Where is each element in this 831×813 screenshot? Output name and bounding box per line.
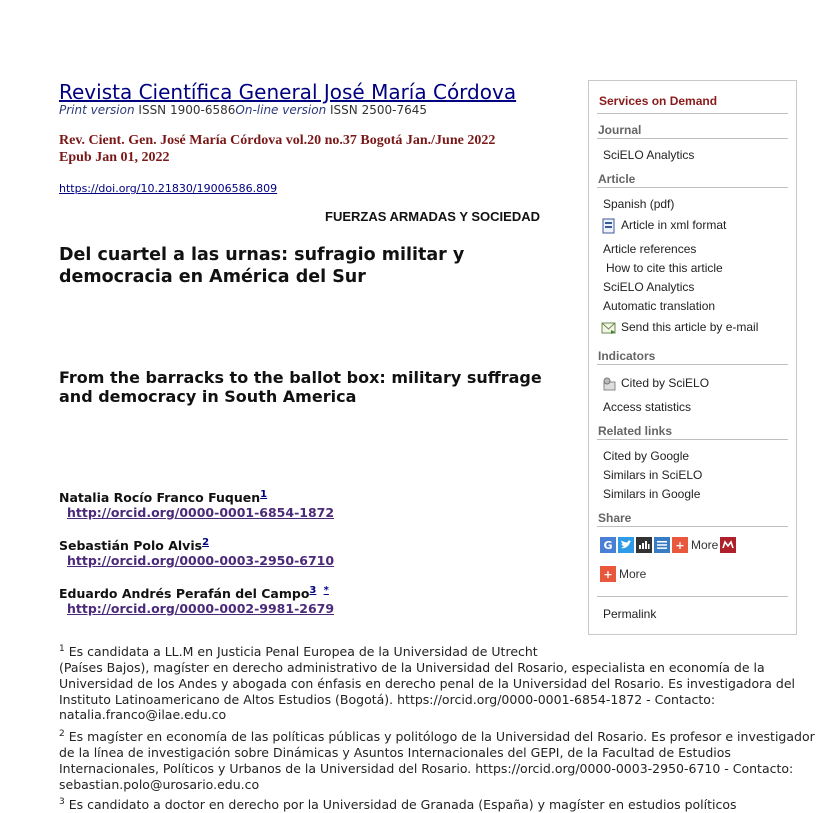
add-more-icon[interactable]: +: [600, 566, 616, 582]
footnote: [59, 727, 819, 792]
list-share-icon[interactable]: [654, 537, 670, 553]
footnote-number: 3: [59, 797, 65, 807]
similars-scielo-link[interactable]: Similars in SciELO: [603, 468, 703, 482]
citation-icon: [601, 377, 617, 391]
divider: [597, 113, 788, 114]
journal-title-link[interactable]: Revista Científica General José María Córdova: [59, 80, 517, 104]
author-name: [59, 584, 329, 601]
mendeley-share-icon[interactable]: [720, 537, 736, 553]
services-sidebar: [588, 80, 797, 635]
issn-line: [59, 103, 427, 117]
article-scielo-analytics-link[interactable]: SciELO Analytics: [603, 280, 695, 294]
permalink-link[interactable]: Permalink: [603, 607, 657, 621]
delicious-share-icon[interactable]: [636, 537, 652, 553]
add-more-icon[interactable]: +: [672, 537, 688, 553]
print-issn: ISSN 1900-6586: [134, 103, 236, 117]
article-xml-link[interactable]: Article in xml format: [621, 218, 727, 233]
cited-by-scielo-item[interactable]: [601, 376, 709, 391]
spanish-pdf-link[interactable]: Spanish (pdf): [603, 197, 675, 211]
footnote-text-cont: (Países Bajos), magíster en derecho administrativo de la Universidad del Rosario, especialista en economía de la Universidad de los Andes y abogada con énfasis en derecho penal de la Universidad del Rosario. Es investigadora del Instituto Latinoamericano de Altos Estudios (Bogotá). https://orcid.org/0000-0001-6854-1872 - Contacto: natalia.franco@ilae.edu.co: [59, 659, 795, 723]
divider: [597, 138, 788, 139]
indicators-heading: Indicators: [598, 349, 656, 363]
article-section: FUERZAS ARMADAS Y SOCIEDAD: [325, 209, 541, 224]
email-envelope-icon: [601, 321, 617, 335]
divider: [597, 596, 788, 597]
google-share-icon[interactable]: G: [600, 537, 616, 553]
print-version-label: Print version: [59, 103, 135, 117]
corresponding-author-link[interactable]: *: [323, 585, 329, 596]
send-email-item[interactable]: [601, 320, 758, 335]
orcid-link[interactable]: http://orcid.org/0000-0003-2950-6710: [67, 553, 335, 568]
divider: [597, 364, 788, 365]
author-name-text: Eduardo Andrés Perafán del Campo: [59, 586, 310, 602]
how-to-cite-link[interactable]: How to cite this article: [606, 261, 723, 275]
cited-by-google-link[interactable]: Cited by Google: [603, 449, 690, 463]
twitter-share-icon[interactable]: [618, 537, 634, 553]
author-name: [59, 536, 209, 553]
article-xml-item[interactable]: [601, 218, 726, 234]
article-title-english: From the barracks to the ballot box: military suffrage and democracy in South America: [59, 368, 542, 406]
author-name: [59, 488, 267, 505]
issue-line-1: Rev. Cient. Gen. José María Córdova vol.20 no.37 Bogotá Jan./June 2022: [59, 133, 496, 148]
footnote-text: Es candidato a doctor en derecho por la Universidad de Granada (España) y magíster en estudios políticos: [64, 797, 737, 813]
send-email-link[interactable]: Send this article by e-mail: [621, 320, 759, 334]
share-heading: Share: [598, 511, 632, 525]
sidebar-header: Services on Demand: [599, 94, 718, 108]
doi-link[interactable]: https://doi.org/10.21830/19006586.809: [59, 182, 278, 195]
divider: [597, 187, 788, 188]
cited-by-scielo-link[interactable]: Cited by SciELO: [621, 376, 710, 390]
footnote-ref-link[interactable]: 1: [260, 489, 268, 500]
xml-document-icon: [601, 218, 617, 234]
journal-scielo-analytics-link[interactable]: SciELO Analytics: [603, 148, 695, 162]
divider: [597, 526, 788, 527]
orcid-link[interactable]: http://orcid.org/0000-0002-9981-2679: [67, 601, 335, 616]
share-buttons: [600, 537, 736, 553]
share-more-row: [600, 566, 646, 582]
author-name-text: Sebastián Polo Alvis: [59, 538, 203, 554]
author-name-text: Natalia Rocío Franco Fuquen: [59, 490, 261, 506]
footnote: [59, 795, 819, 813]
online-version-label: On-line version: [235, 103, 327, 117]
footnote-number: 1: [59, 644, 65, 654]
footnote-ref-link[interactable]: 2: [202, 537, 210, 548]
issue-citation: [59, 132, 559, 166]
article-title-spanish: Del cuartel a las urnas: sufragio militar y democracia en América del Sur: [59, 245, 465, 287]
access-statistics-link[interactable]: Access statistics: [603, 400, 692, 414]
online-issn: ISSN 2500-7645: [326, 103, 427, 117]
automatic-translation-link[interactable]: Automatic translation: [603, 299, 716, 313]
footnote-number: 2: [59, 729, 65, 739]
more-share-label[interactable]: More: [691, 538, 719, 552]
more-share-label[interactable]: More: [619, 567, 647, 581]
article-heading: Article: [598, 172, 636, 186]
article-references-link[interactable]: Article references: [603, 242, 697, 256]
footnote-ref-link[interactable]: 3: [309, 585, 317, 596]
footnote: [59, 642, 819, 723]
related-links-heading: Related links: [598, 424, 673, 438]
footnote-text: Es magíster en economía de las políticas públicas y politólogo de la Universidad del Rosario. Es profesor e investigador de la línea de investigación sobre Dinámicas y Asuntos Internacionales del GEPI, de la Facultad de Estudios Internacionales, Políticos y Urbanos de la Universidad del Rosario. https://orcid.org/0000-0003-2950-6710 - Contacto: sebastian.polo@urosario.edu.co: [59, 729, 815, 792]
journal-heading: Journal: [598, 123, 642, 137]
issue-line-2: Epub Jan 01, 2022: [59, 150, 170, 165]
similars-google-link[interactable]: Similars in Google: [603, 487, 701, 501]
orcid-link[interactable]: http://orcid.org/0000-0001-6854-1872: [67, 505, 335, 520]
footnote-text: Es candidata a LL.M en Justicia Penal Europea de la Universidad de Utrecht: [64, 644, 538, 660]
divider: [597, 439, 788, 440]
